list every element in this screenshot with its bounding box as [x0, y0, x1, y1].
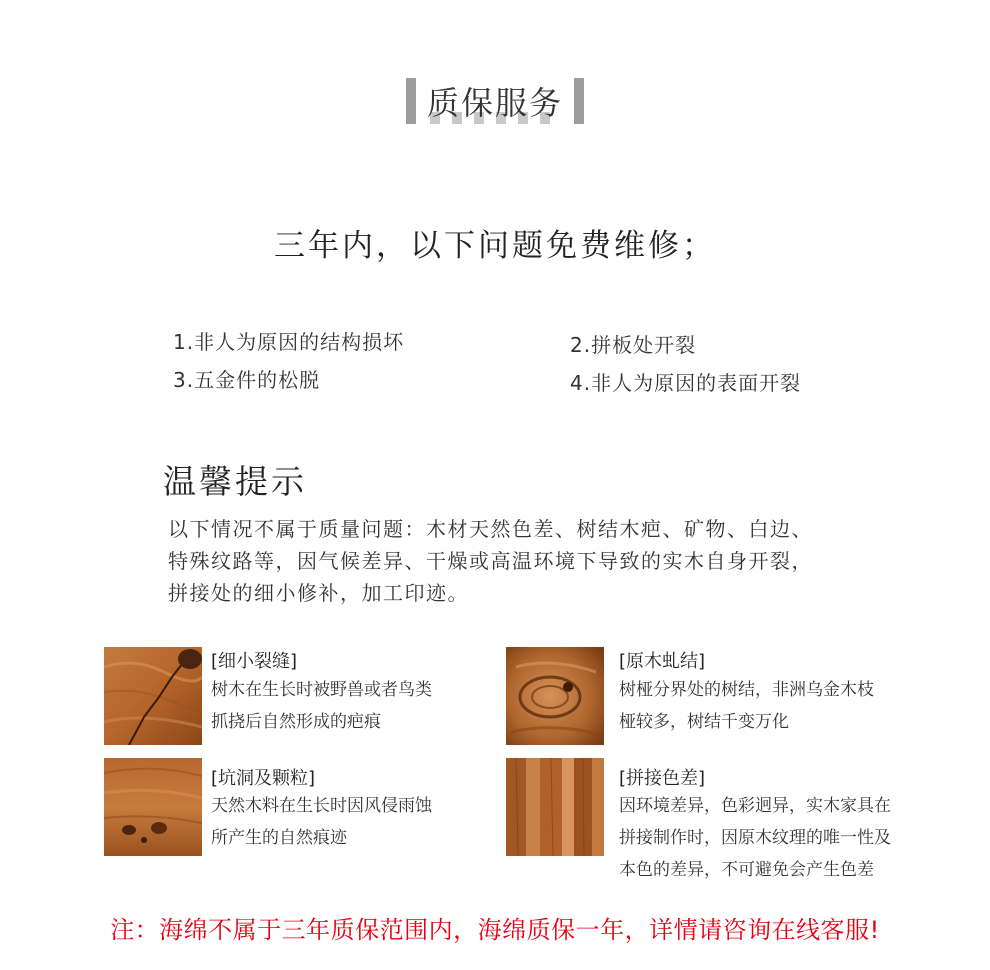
wood-color-difference-image — [506, 758, 604, 856]
warranty-item: 1.非人为原因的结构损坏 — [173, 330, 405, 354]
tips-line: 以下情况不属于质量问题：木材天然色差、树结木疤、矿物、白边、 — [168, 517, 813, 541]
feature-desc: 桠较多，树结千变万化 — [619, 712, 789, 732]
warranty-item: 4.非人为原因的表面开裂 — [570, 371, 802, 395]
wood-crack-image — [104, 647, 202, 745]
wood-pit-image — [104, 758, 202, 856]
feature-desc: 拼接制作时，因原木纹理的唯一性及 — [619, 828, 891, 848]
feature-desc: 本色的差异，不可避免会产生色差 — [619, 860, 874, 880]
warranty-headline: 三年内，以下问题免费维修； — [274, 228, 716, 264]
feature-desc: 树桠分界处的树结，非洲乌金木枝 — [619, 680, 874, 700]
section-title: 质保服务 — [426, 84, 563, 122]
feature-title: [拼接色差] — [619, 768, 706, 789]
warranty-item: 2.拼板处开裂 — [570, 333, 697, 357]
feature-desc: 因环境差异，色彩迥异，实木家具在 — [619, 796, 891, 816]
feature-desc: 所产生的自然痕迹 — [211, 828, 347, 848]
feature-desc: 抓挠后自然形成的疤痕 — [211, 712, 381, 732]
tips-title: 温馨提示 — [163, 462, 307, 501]
wood-knot-image — [506, 647, 604, 745]
feature-desc: 天然木料在生长时因风侵雨蚀 — [211, 796, 432, 816]
feature-title: [原木虬结] — [619, 651, 706, 672]
tips-line: 特殊纹路等，因气候差异、干燥或高温环境下导致的实木自身开裂， — [168, 549, 813, 573]
feature-title: [坑洞及颗粒] — [211, 768, 316, 789]
tips-line: 拼接处的细小修补，加工印迹。 — [168, 581, 469, 605]
feature-title: [细小裂缝] — [211, 651, 298, 672]
feature-desc: 树木在生长时被野兽或者鸟类 — [211, 680, 432, 700]
warranty-item: 3.五金件的松脱 — [173, 368, 321, 392]
sponge-warranty-notice: 注：海绵不属于三年质保范围内，海绵质保一年，详情请咨询在线客服! — [110, 916, 880, 944]
